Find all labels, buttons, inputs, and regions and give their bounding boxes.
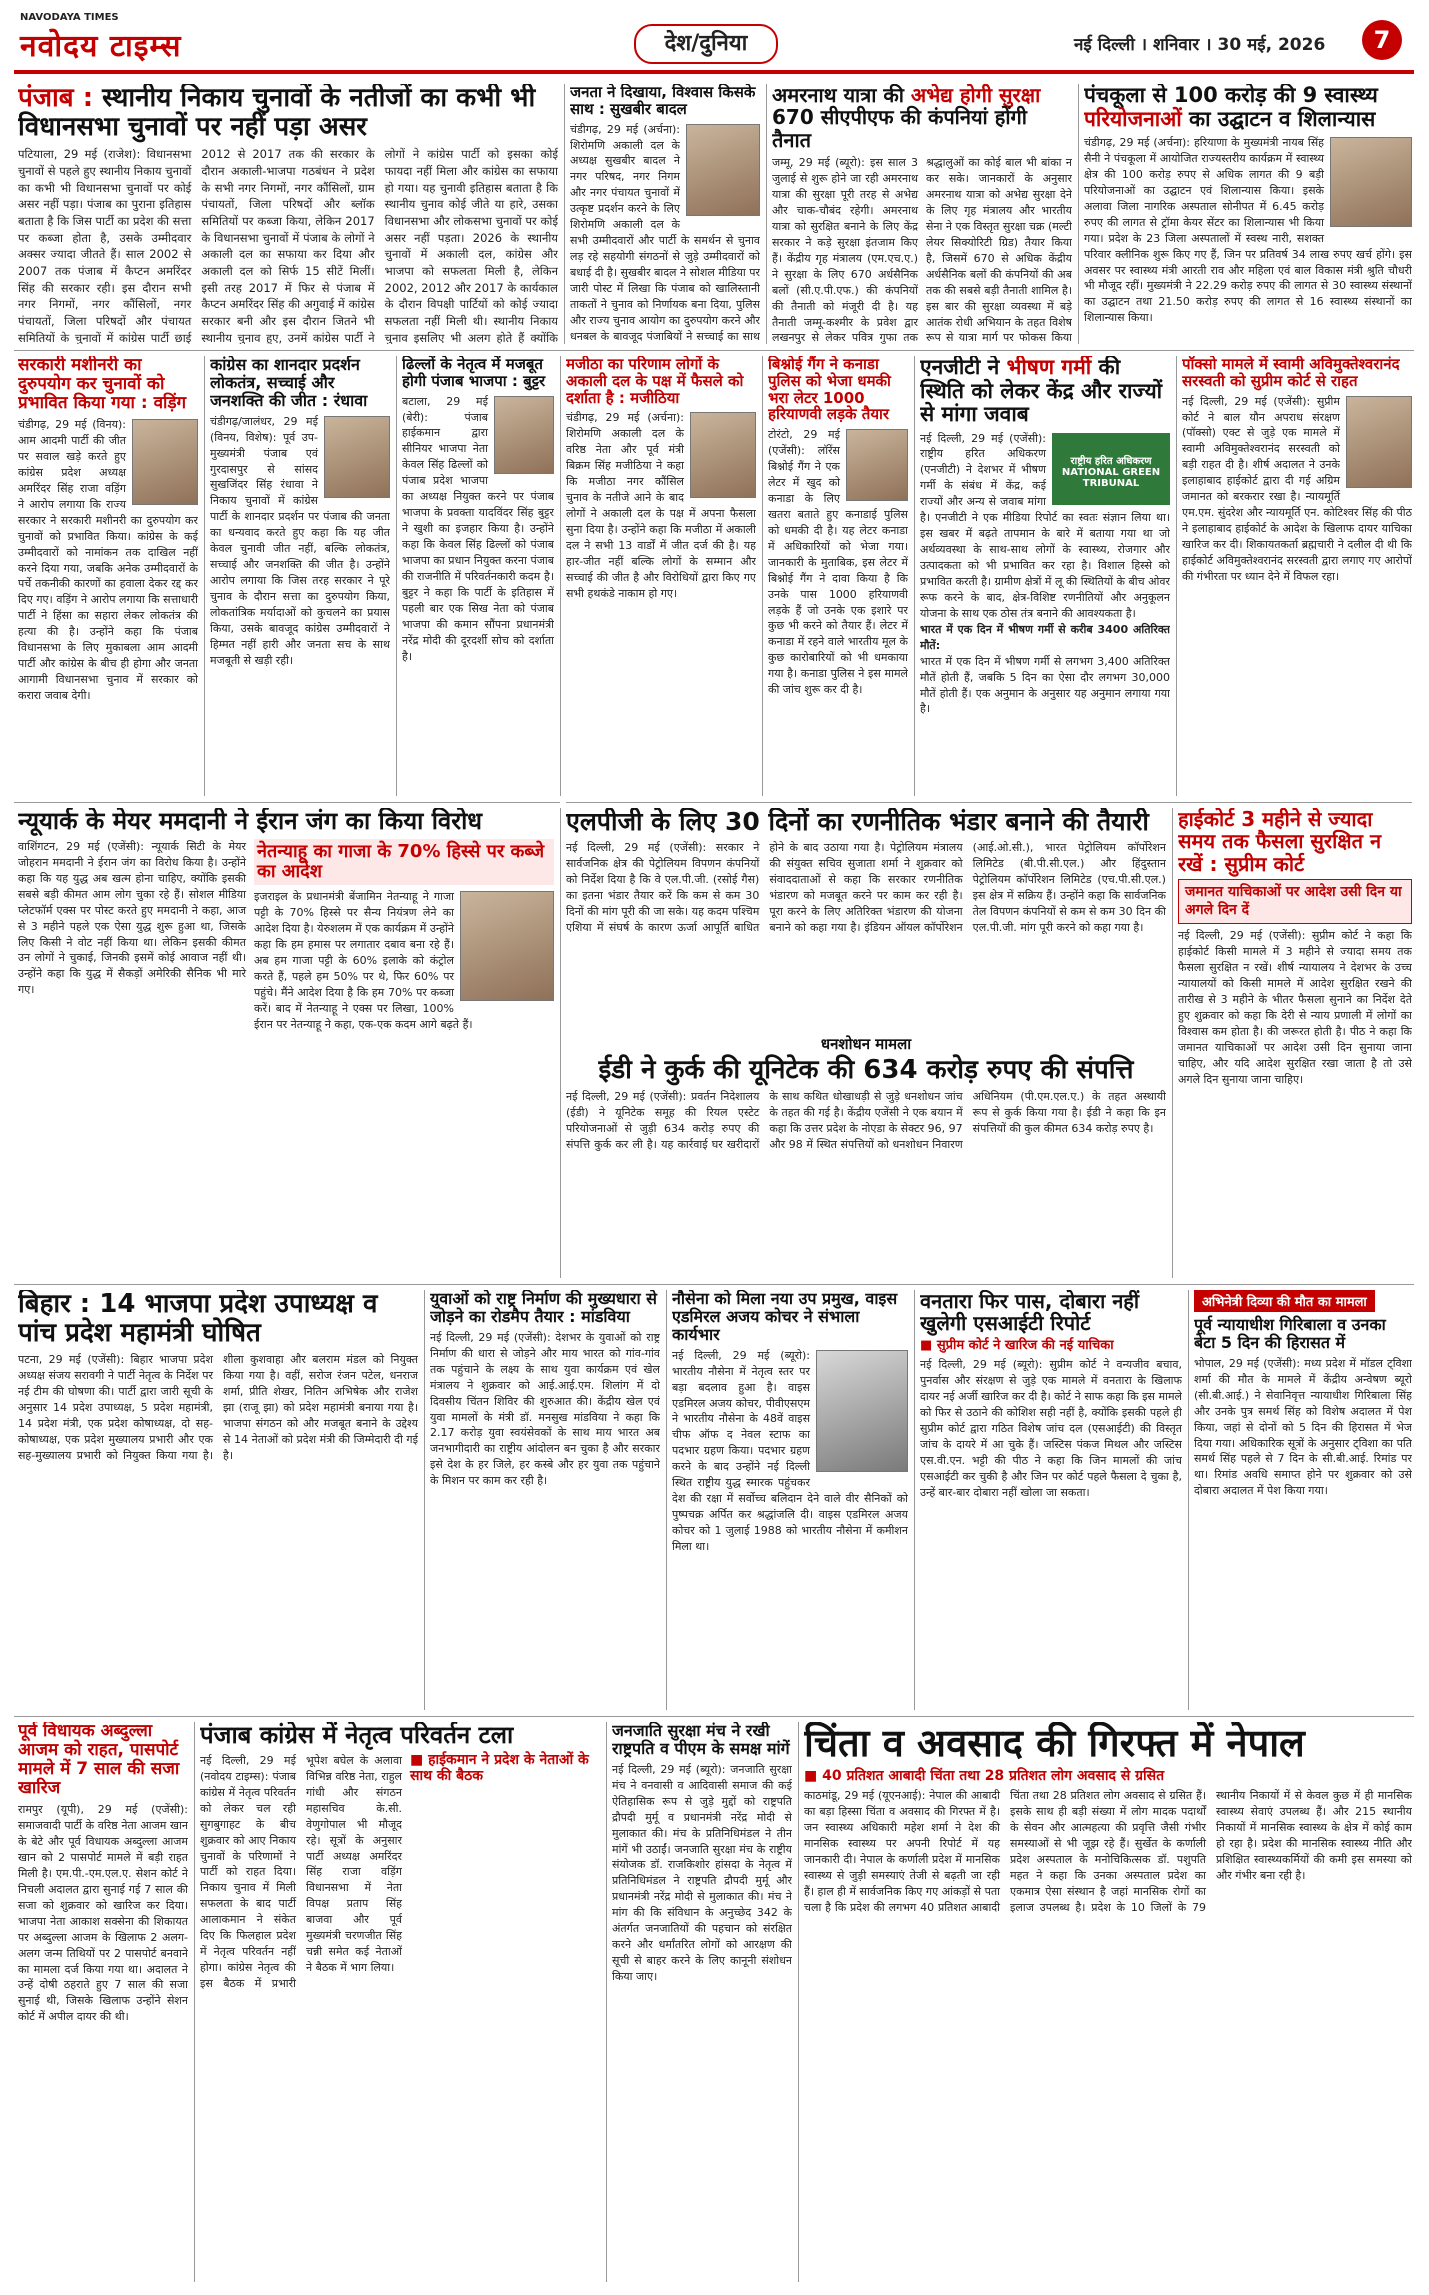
- masthead-rule: [14, 70, 1414, 74]
- article-mandaviya: [430, 1290, 660, 1710]
- portrait-photo: [816, 1350, 908, 1472]
- article-hc: [1178, 808, 1412, 1278]
- headline: [1084, 84, 1412, 131]
- headline: युवाओं को राष्ट्र निर्माण की मुख्यधारा से जोड़ने का रोडमैप तैयार : मांडविया: [430, 1290, 657, 1326]
- article-dhillon: [402, 356, 554, 796]
- headline-highlight: परियोजनाओं: [1084, 106, 1182, 131]
- column-rule: [1176, 356, 1177, 796]
- column-rule: [560, 356, 561, 796]
- article-body: नई दिल्ली, 29 मई (एजेंसी): राष्ट्रीय हरित अधिकरण (एनजीटी) ने देशभर में भीषण गर्मी के संबंध में केंद्र, कई राज्यों और अन्य से जवाब मांगा है। एनजीटी ने एक मीडिया रिपोर्ट का स्वतः संज्ञान लिया था। इस खबर में बढ़ते तापमान के बारे में बताया गया था जो अर्थव्यवस्था के साथ-साथ लोगों के स्वास्थ्य, रोजगार और उत्पादकता को भी प्रभावित कर रहा है। विशाल हिस्से को प्रभावित करती है। ग्रामीण क्षेत्रों में लू की स्थितियों के बीच ओवर रूफ करने के बाद, क्षेत्र-विशिष्ट रणनीतियों और अनुकूलन योजना के साथ एक ठोस तंत्र बनाने की आवश्यकता है।: [920, 431, 1170, 620]
- inset-quote: जमानत याचिकाओं पर आदेश उसी दिन या अगले दिन दें: [1178, 879, 1412, 924]
- column-rule: [606, 1722, 607, 2282]
- headline-text: स्थानीय निकाय चुनावों के नतीजों का कभी भी विधानसभा चुनावों पर नहीं पड़ा असर: [18, 84, 536, 143]
- headline: न्यूयार्क के मेयर ममदानी ने ईरान जंग का किया विरोध: [18, 808, 483, 835]
- article-navy: [672, 1290, 908, 1710]
- article-body: नई दिल्ली, 29 मई (एजेंसी): सुप्रीम कोर्ट ने कहा कि हाईकोर्ट किसी मामले में 3 महीने से ज्यादा समय तक फैसला सुरक्षित न रखें। शीर्ष न्यायालय ने देशभर के उच्च न्यायालयों को किसी मामले में आदेश सुरक्षित रखने की तारीख से 3 महीने के भीतर फैसला सुनाने का निर्देश देते हुए शुक्रवार को कहा कि देरी से न्याय प्रणाली में लोगों का विश्वास कम होता है। की जरूरत होती है। पीठ ने कहा कि जमानत याचिकाओं पर आदेश उसी दिन सुनाया जाना चाहिए, और यदि आदेश सुरक्षित रखा जाता है तो उसे अगले दिन सुनाया जाना चाहिए।: [1178, 929, 1412, 1086]
- article-body: नई दिल्ली, 29 मई (एजेंसी): देशभर के युवाओं को राष्ट्र निर्माण की धारा से जोड़ने और माय भारत को गांव-गांव तक पहुंचाने के लक्ष्य के साथ युवा कार्यक्रम एवं खेल मंत्रालय ने शुक्रवार को आई.आई.एम. शिलांग में दो दिवसीय चिंतन शिविर की शुरुआत की। केंद्रीय खेल एवं युवा मामलों के मंत्री डॉ. मनसुख मांडविया ने कहा कि 2.17 करोड़ युवा स्वयंसेवकों के साथ माय भारत अब जनभागीदारी का राष्ट्रीय आंदोलन बन चुका है और सरकार इसे देश के हर जिले, हर कस्बे और हर युवा तक पहुंचाने के मिशन पर काम कर रही है।: [430, 1330, 660, 1488]
- supra-heading: अभिनेत्री दिव्या की मौत का मामला: [1194, 1290, 1375, 1312]
- headline-kicker: पंजाब :: [18, 84, 94, 113]
- column-rule: [396, 356, 397, 796]
- article-badal: [570, 84, 760, 344]
- headline: मजीठा का परिणाम लोगों के अकाली दल के पक्ष में फैसले को दर्शाता है : मजीठिया: [566, 356, 744, 407]
- article-body: वाशिंगटन, 29 मई (एजेंसी): न्यूयार्क सिटी के मेयर जोहरान ममदानी ने ईरान जंग का विरोध किया है। उन्होंने कहा कि यह युद्ध अब खत्म होना चाहिए, क्योंकि इसकी सबसे बड़ी कीमत आम लोग चुका रहे हैं। सोशल मीडिया प्लेटफॉर्म एक्स पर पोस्ट करते हुए ममदानी ने कहा, आज से 3 महीने पहले एक ऐसा युद्ध शुरू हुआ था, जिसके लिए किसी ने वोट नहीं किया था। लेकिन इसकी कीमत उन लोगों ने चुकाई, जिनकी इसमें कोई आवाज नहीं थी। उन्होंने कहा कि युद्ध में सैकड़ों अमेरिकी सैनिक भी मारे गए।: [18, 839, 246, 997]
- article-body: नई दिल्ली, 29 मई (एजेंसी): सुप्रीम कोर्ट ने बाल यौन अपराध संरक्षण (पॉक्सो) एक्ट से जुड़े एक मामले में स्वामी अविमुक्तेश्वरानंद सरस्वती को बड़ी राहत दी है। शीर्ष अदालत ने उनके इलाहाबाद हाईकोर्ट द्वारा दी गई अग्रिम जमानत को बरकरार रखा है। न्यायमूर्ति एम.एम. सुंदरेश और न्यायमूर्ति एन. कोटिश्वर सिंह की पीठ ने इलाहाबाद हाईकोर्ट के आदेश के खिलाफ दायर याचिका खारिज कर दी। शिकायतकर्ता ब्रह्मचारी ने दलील दी थी कि हाईकोर्ट अविमुक्तेश्वरानंद सरस्वती द्वारा लगाए गए आरोपों की गंभीरता पर ध्यान देने में विफल रहा।: [1182, 394, 1412, 583]
- supra-heading: धनशोधन मामला: [820, 1035, 912, 1053]
- article-body: बटाला, 29 मई (बेरी): पंजाब हाईकमान द्वारा सीनियर भाजपा नेता केवल सिंह ढिल्लों को पंजाब प्रदेश भाजपा का अध्यक्ष नियुक्त करने पर पंजाब भाजपा के प्रवक्ता यादविंदर सिंह बुट्टर ने खुशी का इजहार किया है। उन्होंने कहा कि केवल सिंह ढिल्लों को पंजाब भाजपा का प्रधान नियुक्त करना पंजाब की राजनीति में परिवर्तनकारी कदम है। बुट्टर ने कहा कि पार्टी के इतिहास में पहली बार एक सिख नेता को पंजाब भाजपा की कमान सौंपना प्रधानमंत्री नरेंद्र मोदी की दूरदर्शी सोच को दर्शाता है।: [402, 394, 554, 663]
- stat-heading: भारत में एक दिन में भीषण गर्मी से करीब 3400 अतिरिक्त मौतें:: [920, 622, 1170, 652]
- article-body: नई दिल्ली, 29 मई (नवोदय टाइम्स): पंजाब कांग्रेस में नेतृत्व परिवर्तन को लेकर चल रही सुगबुगाहट के बीच शुक्रवार को आए निकाय चुनावों के परिणामों ने पार्टी को राहत दिया। निकाय चुनाव में मिली सफलता के बाद पार्टी आलाकमान ने संकेत दिए कि फिलहाल प्रदेश में नेतृत्व परिवर्तन नहीं होगा। कांग्रेस नेतृत्व की इस बैठक में प्रभारी भूपेश बघेल के अलावा विभिन्न वरिष्ठ नेता, राहुल गांधी और संगठन महासचिव के.सी. वेणुगोपाल भी मौजूद रहे। सूत्रों के अनुसार पार्टी अध्यक्ष अमरिंदर सिंह राजा वड़िंग विधानसभा में नेता विपक्ष प्रताप सिंह बाजवा और पूर्व मुख्यमंत्री चरणजीत सिंह चन्नी समेत कई नेताओं ने बैठक में भाग लिया।: [200, 1753, 402, 1990]
- article-body: भोपाल, 29 मई (एजेंसी): मध्य प्रदेश में मॉडल ट्विशा शर्मा की मौत के मामले में केंद्रीय अन्वेषण ब्यूरो (सी.बी.आई.) ने सेवानिवृत्त न्यायाधीश गिरिबाला सिंह और उनके पुत्र समर्थ सिंह को विशेष अदालत में पेश किया, जहां से दोनों को 5 दिन की हिरासत में भेज दिया गया। अधिकारिक सूत्रों के अनुसार ट्विशा का पति समर्थ सिंह पहले से 7 दिन के सी.बी.आई. रिमांड पर था। रिमांड अवधि समाप्त होने पर शुक्रवार को उसे दोबारा अदालत में पेश किया गया।: [1194, 1356, 1412, 1498]
- portrait-photo: [686, 124, 760, 216]
- article-randhawa: [210, 356, 390, 796]
- row-rule: [14, 350, 1414, 351]
- column-rule: [564, 84, 565, 344]
- column-rule: [424, 1290, 425, 1710]
- column-rule: [560, 808, 561, 1278]
- headline: ईडी ने कुर्क की यूनिटेक की 634 करोड़ रुपए की संपत्ति: [598, 1055, 1134, 1085]
- subheadline: ■ 40 प्रतिशत आबादी चिंता तथा 28 प्रतिशत लोग अवसाद से ग्रसित: [804, 1769, 1412, 1785]
- article-body: पटियाला, 29 मई (राजेश): विधानसभा चुनावों से पहले हुए स्थानीय निकाय चुनावों का कभी भी विधानसभा चुनावों पर कोई असर नहीं पड़ा। पंजाब का पुराना इतिहास बताता है कि जिस पार्टी का प्रदेश की सत्ता पर कब्जा होता है, उसके उम्मीदवार अक्सर ज्यादा जीतते हैं। साल 2002 से 2007 तक पंजाब में कैप्टन अमरिंदर सिंह की सरकार रही। इस दौरान सभी नगर निगमों, नगर कौंसिलों, नगर पंचायतों, जिला परिषदों और पंचायत समितियों के चुनावों में कांग्रेस पार्टी छाई 2012 से 2017 तक की सरकार के दौरान अकाली-भाजपा गठबंधन ने प्रदेश के सभी नगर निगमों, नगर कौंसिलों, ग्राम पंचायतों, जिला परिषदों और ब्लॉक समितियों पर कब्जा किया, लेकिन 2017 के विधानसभा चुनावों में पंजाब के लोगों ने अकाली दल का सफाया कर दिया और अकाली दल को सिर्फ 15 सीटें मिलीं। इसी तरह 2017 में फिर से पंजाब में कैप्टन अमरिंदर सिंह की अगुवाई में कांग्रेस सरकार बनी और इस दौरान जितने भी स्थानीय चुनाव हुए, उनमें कांग्रेस पार्टी ने लोगों ने कांग्रेस पार्टी को इसका कोई फायदा नहीं मिला और कांग्रेस का सफाया हो गया। यह चुनावी इतिहास बताता है कि स्थानीय चुनाव कोई जीते या हारे, उसका विधानसभा और लोकसभा चुनावों पर कोई असर नहीं पड़ता। 2026 के स्थानीय चुनावों में अकाली दल, कांग्रेस और भाजपा को सफलता मिली है, लेकिन 2002, 2012 और 2017 के कार्यकाल के दौरान विपक्षी पार्टियों को कोई ज्यादा सफलता नहीं मिली थी। स्थानीय निकाय चुनाव इसलिए भी अलग होते हैं क्योंकि: [18, 147, 558, 344]
- headline: चिंता व अवसाद की गिरफ्त में नेपाल: [804, 1722, 1305, 1765]
- row-rule: [566, 802, 1412, 803]
- headline: जनजाति सुरक्षा मंच ने रखी राष्ट्रपति व पीएम के समक्ष मांगें: [612, 1722, 790, 1758]
- headline: नौसेना को मिला नया उप प्रमुख, वाइस एडमिरल अजय कोचर ने संभाला कार्यभार: [672, 1290, 898, 1344]
- article-nepal: [804, 1722, 1412, 2282]
- headline-highlight: अभेद्य होगी सुरक्षा: [910, 84, 1041, 107]
- column-rule: [204, 356, 205, 796]
- article-warring: [18, 356, 198, 796]
- headline: [18, 84, 558, 142]
- column-rule: [766, 84, 767, 344]
- headline-part: पंचकूला से 100 करोड़ की 9 स्वास्थ्य: [1084, 84, 1378, 107]
- article-ed: [566, 1034, 1166, 1278]
- row-rule: [14, 1716, 1414, 1717]
- headline: सरकारी मशीनरी का दुरुपयोग कर चुनावों को प्रभावित किया गया : वड़िंग: [18, 356, 187, 414]
- netanyahu-box: [254, 839, 554, 1033]
- column-rule: [1188, 1290, 1189, 1710]
- article-body: काठमांडू, 29 मई (यूएनआई): नेपाल की आबादी का बड़ा हिस्सा चिंता व अवसाद की गिरफ्त में है। जन स्वास्थ्य अधिकारी महेश शर्मा ने देश की मानसिक स्वास्थ्य पर अपनी रिपोर्ट में यह जानकारी दी। नेपाल के कर्णाली प्रदेश में मानसिक स्वास्थ्य से जुड़ी समस्याएं तेजी से बढ़ती जा रही हैं। हाल ही में सार्वजनिक किए गए आंकड़ों से पता चला है कि प्रदेश की लगभग 40 प्रतिशत आबादी चिंता तथा 28 प्रतिशत लोग अवसाद से ग्रसित हैं। इसके साथ ही बड़ी संख्या में लोग मादक पदार्थों के सेवन और आत्महत्या की प्रवृत्ति जैसी गंभीर समस्याओं से भी जूझ रहे हैं। सुर्खेत के कर्णाली प्रदेश अस्पताल के मनोचिकित्सक डॉ. पशुपति महत ने कहा कि उनका अस्पताल प्रदेश का एकमात्र ऐसा संस्थान है जहां मानसिक रोगों का इलाज उपलब्ध है। प्रदेश के 10 जिलों के 79 स्थानीय निकायों में से केवल कुछ में ही मानसिक स्वास्थ्य सेवाएं उपलब्ध हैं। और 215 स्थानीय निकायों में मानसिक स्वास्थ्य के क्षेत्र में कोई काम हो रहा है। प्रदेश की मानसिक स्वास्थ्य नीति और प्रशिक्षित स्वास्थ्यकर्मियों की कमी इस समस्या को और गंभीर बना रही है।: [804, 1789, 1412, 1914]
- headline: पंजाब कांग्रेस में नेतृत्व परिवर्तन टला: [200, 1722, 514, 1749]
- headline-part: एनजीटी ने: [920, 356, 1007, 379]
- headline-part: का उद्घाटन व शिलान्यास: [1181, 106, 1376, 131]
- headline: पूर्व विधायक अब्दुल्ला आजम को राहत, पासपोर्ट मामले में 7 साल की सजा खारिज: [18, 1722, 180, 1799]
- article-body: चंडीगढ़, 29 मई (अर्चना): शिरोमणि अकाली दल के वरिष्ठ नेता और पूर्व मंत्री बिक्रम सिंह मजीठिया ने कहा कि मजीठा नगर कौंसिल चुनाव के नतीजे आने के बाद लोगों ने अकाली दल के पक्ष में अपना फैसला सुना दिया है। उन्होंने कहा कि मजीठा में अकाली दल ने सभी 13 वार्डों में जीत दर्ज की है। यह हार-जीत नहीं बल्कि लोगों के सम्मान और सच्चाई की जीत है और विरोधियों द्वारा किए गए सभी हथकंडे नाकाम हो गए।: [566, 411, 756, 600]
- newspaper-page: [14, 10, 1414, 2285]
- headline: [772, 84, 1072, 151]
- headline-part: की स्थिति को लेकर केंद्र और राज्यों से मांगा जवाब: [920, 356, 1163, 427]
- ngt-signboard-photo: राष्ट्रीय हरित अधिकरण NATIONAL GREEN TRIBUNAL: [1052, 433, 1170, 505]
- headline: जनता ने दिखाया, विश्वास किसके साथ : सुखबीर बादल: [570, 84, 756, 118]
- row-rule: [14, 802, 560, 803]
- article-pocso: [1182, 356, 1412, 796]
- article-giribala: [1194, 1290, 1412, 1710]
- masthead: [14, 10, 1414, 70]
- article-body: रामपुर (यूपी), 29 मई (एजेंसी): समाजवादी पार्टी के वरिष्ठ नेता आजम खान के बेटे और पूर्व विधायक अब्दुल्ला आजम खान को 2 पासपोर्ट मामले में बड़ी राहत मिली है। एम.पी.-एम.एल.ए. सेशन कोर्ट ने निचली अदालत द्वारा सुनाई गई 7 साल की सजा को शुक्रवार को खारिज कर दिया। भाजपा नेता आकाश सक्सेना की शिकायत पर अब्दुल्ला आजम के खिलाफ 2 अलग-अलग जन्म तिथियों पर 2 पासपोर्ट बनवाने का मामला दर्ज किया गया था। अदालत ने उन्हें दोषी ठहराते हुए 7 साल की सजा सुनाई थी, जिसके खिलाफ उन्होंने सेशन कोर्ट में अपील दायर की थी।: [18, 1803, 188, 2024]
- article-majithia: [566, 356, 756, 796]
- column-rule: [914, 356, 915, 796]
- headline-part: अमरनाथ यात्रा की: [772, 84, 911, 107]
- article-ngt: [920, 356, 1170, 796]
- article-punjab: [18, 84, 558, 344]
- box-headline: नेतन्याहू का गाजा के 70% हिस्से पर कब्जे का आदेश: [254, 839, 554, 885]
- page-number: 7: [1362, 20, 1402, 60]
- portrait-photo: [846, 429, 908, 501]
- headline: ढिल्लों के नेतृत्व में मजबूत होगी पंजाब भाजपा : बुट्टर: [402, 356, 546, 390]
- column-rule: [1172, 808, 1173, 1278]
- headline: वनतारा फिर पास, दोबारा नहीं खुलेगी एसआईटी रिपोर्ट: [920, 1290, 1140, 1336]
- dateline: नई दिल्ली । शनिवार । 30 मई, 2026: [1074, 35, 1326, 55]
- box-body: इजराइल के प्रधानमंत्री बेंजामिन नेतन्याहू ने गाजा पट्टी के 70% हिस्से पर सैन्य नियंत्रण लेने का आदेश दिया है। येरुशलम में एक कार्यक्रम में उन्होंने कहा कि हम हमास पर लगातार दबाव बना रहे हैं। अब हम गाजा पट्टी के 60% इलाके को कंट्रोल करते हैं, पहले हम 50% पर थे, फिर 60% पर पहुंचे। मैंने आदेश दिया है कि हम 70% पर कब्जा करें। बाद में नेतन्याहू ने एक्स पर लिखा, 100% ईरान पर नेतन्याहू ने कहा, एक-एक कदम आगे बढ़ते हैं।: [254, 890, 473, 1031]
- headline: पूर्व न्यायाधीश गिरिबाला व उनका बेटा 5 दिन की हिरासत में: [1194, 1315, 1386, 1352]
- article-lpg: [566, 808, 1166, 1028]
- headline: बिहार : 14 भाजपा प्रदेश उपाध्यक्ष व पांच प्रदेश महामंत्री घोषित: [18, 1290, 378, 1349]
- column-rule: [194, 1722, 195, 2282]
- article-body: नई दिल्ली, 29 मई (एजेंसी): प्रवर्तन निदेशालय (ईडी) ने यूनिटेक समूह की रियल एस्टेट परियोजनाओं से जुड़ी 634 करोड़ रुपए की संपत्ति कुर्क कर ली है। यह कार्रवाई घर खरीदारों के साथ कथित धोखाधड़ी से जुड़े धनशोधन जांच के तहत की गई है। केंद्रीय एजेंसी ने एक बयान में कहा कि उत्तर प्रदेश के नोएडा के सेक्टर 96, 97 और 98 में स्थित संपत्तियों को धनशोधन निवारण अधिनियम (पी.एम.एल.ए.) के तहत अस्थायी रूप से कुर्क किया गया है। ईडी ने कहा कि इन संपत्तियों की कुल कीमत 634 करोड़ रुपए है।: [566, 1090, 1166, 1151]
- column-rule: [762, 356, 763, 796]
- subheadline: ■ सुप्रीम कोर्ट ने खारिज की नई याचिका: [920, 1339, 1182, 1354]
- article-mamdani: [18, 808, 554, 1278]
- headline: [920, 356, 1170, 427]
- portrait-photo: [324, 416, 390, 498]
- article-body: नई दिल्ली, 29 मई (एजेंसी): सरकार ने सार्वजनिक क्षेत्र की पेट्रोलियम विपणन कंपनियों को निर्देश दिया है कि वे एल.पी.जी. (रसोई गैस) का इतना भंडार तैयार करें कि कम से कम 30 दिनों की मांग पूरी की जा सके। यह कदम पश्चिम एशिया में संघर्ष के कारण ऊर्जा आपूर्ति बाधित होने के बाद उठाया गया है। पेट्रोलियम मंत्रालय की संयुक्त सचिव सुजाता शर्मा ने शुक्रवार को संवाददाताओं से कहा कि सरकार रणनीतिक भंडारण को मजबूत करने पर काम कर रही है। पूरा करने के लिए अतिरिक्त भंडारण की योजना बनाने को कहा गया है। इंडियन ऑयल कॉर्पोरेशन (आई.ओ.सी.), भारत पेट्रोलियम कॉर्पोरेशन लिमिटेड (बी.पी.सी.एल.) और हिंदुस्तान पेट्रोलियम कॉर्पोरेशन लिमिटेड (एच.पी.सी.एल.) इस क्षेत्र में सक्रिय हैं। उन्होंने कहा कि सार्वजनिक तेल विपणन कंपनियों से कम से कम 30 दिन की एल.पी.जी. मांग पूरी करने को कहा गया है।: [566, 841, 1166, 934]
- article-janjati: [612, 1722, 792, 2282]
- article-body: जम्मू, 29 मई (ब्यूरो): इस साल 3 जुलाई से शुरू होने जा रही अमरनाथ यात्रा की सुरक्षा पूरी तरह से अभेद्य और चाक-चौबंद रहेगी। अमरनाथ यात्रा को सुरक्षित बनाने के लिए केंद्र सरकार ने कड़े सुरक्षा इंतजाम किए हैं। केंद्रीय गृह मंत्रालय (एम.एच.ए.) ने सुरक्षा के लिए 670 अर्धसैनिक बलों (सी.ए.पी.एफ.) की कंपनियों की तैनाती को मंजूरी दी है। यह तैनाती जम्मू-कश्मीर के प्रवेश द्वार लखनपुर से लेकर पवित्र गुफा तक श्रद्धालुओं का कोई बाल भी बांका न कर सके। जानकारों के अनुसार अमरनाथ यात्रा को अभेद्य सुरक्षा देने के लिए गृह मंत्रालय और भारतीय सेना ने एक विस्तृत सुरक्षा चक्र (मल्टी लेयर सिक्योरिटी ग्रिड) तैयार किया है, जिसमें 670 से अधिक केंद्रीय अर्धसैनिक बलों की कंपनियों की अब तक की सबसे बड़ी तैनाती शामिल है। इस बार की सुरक्षा व्यवस्था में बड़े आतंक रोधी अभियान के तहत विशेष रूप से यात्रा मार्ग पर फोकस किया: [772, 156, 1072, 344]
- article-bishnoi: [768, 356, 908, 796]
- article-vantara: [920, 1290, 1182, 1710]
- article-body: नई दिल्ली, 29 मई (ब्यूरो): जनजाति सुरक्षा मंच ने वनवासी व आदिवासी समाज की कई ऐतिहासिक रूप से जुड़े मुद्दों को राष्ट्रपति द्रौपदी मुर्मू व प्रधानमंत्री नरेंद्र मोदी से मुलाकात की। मंच के प्रतिनिधिमंडल ने तीन मांगें भी उठाईं। जनजाति सुरक्षा मंच के राष्ट्रीय संयोजक डॉ. राजकिशोर हांसदा के नेतृत्व में प्रतिनिधिमंडल ने राष्ट्रपति द्रौपदी मुर्मू और प्रधानमंत्री नरेंद्र मोदी से मुलाकात की। मंच ने मांग की कि संविधान के अनुच्छेद 342 के अंतर्गत जनजातियों की पहचान को संरक्षित करने और धर्मांतरित लोगों को आरक्षण की सूची से बाहर करने के लिए कानूनी संशोधन किया जाए।: [612, 1762, 792, 1983]
- article-body: पटना, 29 मई (एजेंसी): बिहार भाजपा प्रदेश अध्यक्ष संजय सरावगी ने पार्टी नेतृत्व के निर्देश पर नई टीम की घोषणा की। पार्टी द्वारा जारी सूची के अनुसार 14 प्रदेश उपाध्यक्ष, 5 प्रदेश महामंत्री, 14 प्रदेश मंत्री, एक प्रदेश कोषाध्यक्ष, दो सह-कोषाध्यक्ष, एक प्रदेश मुख्यालय प्रभारी और एक सह-मुख्यालय प्रभारी को नियुक्त किया गया है। शीला कुशवाहा और बलराम मंडल को नियुक्त किया गया है। वहीं, सरोज रंजन पटेल, धनराज शर्मा, प्रीति शेखर, नितिन अभिषेक और राजेश झा (राजू झा) को प्रदेश महामंत्री बनाया गया है। भाजपा संगठन को और मजबूत बनाने के उद्देश्य से 14 नेताओं को प्रदेश मंत्री की जिम्मेदारी दी गई है।: [18, 1353, 418, 1462]
- column-rule: [914, 1290, 915, 1710]
- article-pcc: [200, 1722, 600, 2282]
- headline: हाईकोर्ट 3 महीने से ज्यादा समय तक फैसला सुरक्षित न रखें : सुप्रीम कोर्ट: [1178, 808, 1382, 876]
- headline: पॉक्सो मामले में स्वामी अविमुक्तेश्वरानंद सरस्वती को सुप्रीम कोर्ट से राहत: [1182, 356, 1400, 390]
- headline: कांग्रेस का शानदार प्रदर्शन लोकतंत्र, सच्चाई और जनशक्ति की जीत : रंधावा: [210, 356, 368, 410]
- headline-part: 670 सीएपीएफ की कंपनियां होंगी तैनात: [772, 105, 1027, 152]
- portrait-photo: [460, 891, 554, 1001]
- headline: एलपीजी के लिए 30 दिनों का रणनीतिक भंडार बनाने की तैयारी: [566, 808, 1149, 836]
- row-rule: [14, 1284, 1414, 1285]
- portrait-photo: [690, 412, 756, 498]
- newspaper-logo: नवोदय टाइम्स: [20, 29, 182, 64]
- article-azam: [18, 1722, 188, 2282]
- masthead-sub: NAVODAYA TIMES: [20, 12, 119, 23]
- article-body: चंडीगढ़, 29 मई (अर्चना): शिरोमणि अकाली दल के अध्यक्ष सुखबीर बादल ने नगर परिषद, नगर निगम और नगर पंचायत चुनावों में उत्कृष्ट प्रदर्शन करने के लिए शिरोमणि अकाली दल के सभी उम्मीदवारों और पार्टी के समर्थन से चुनाव लड़ रहे सहयोगी संगठनों से जुड़े उम्मीदवारों को बधाई दी है। सुखबीर बादल ने सोशल मीडिया पर जारी पोस्ट में लिखा कि पंजाब को खालिस्तानी ताकतों ने चुनाव को निर्णायक बना दिया, पुलिस और राज्य चुनाव आयोग का दुरुपयोग करने और धनबल के बावजूद पंजाबियों ने सच्चाई का साथ: [570, 122, 760, 343]
- subheadline: ■ हाईकमान ने प्रदेश के नेताओं के साथ की बैठक: [410, 1753, 600, 1784]
- column-rule: [1078, 84, 1079, 344]
- article-amarnath: [772, 84, 1072, 344]
- portrait-photo: [1330, 137, 1412, 227]
- article-body: चंडीगढ़/जालंधर, 29 मई (विनय, विशेष): पूर्व उप-मुख्यमंत्री पंजाब एवं गुरदासपुर से सांसद सुखजिंदर सिंह रंधावा ने निकाय चुनावों में कांग्रेस पार्टी के शानदार प्रदर्शन पर पंजाब की जनता का धन्यवाद करते हुए कहा कि यह जीत केवल चुनावी जीत नहीं, बल्कि लोकतंत्र, सच्चाई और जनशक्ति की जीत है। उन्होंने आरोप लगाया कि जिस तरह सरकार ने पूरे चुनाव के दौरान सत्ता का दुरुपयोग किया, लोकतांत्रिक मर्यादाओं को कुचलने का प्रयास किया, उसके बावजूद कांग्रेस उम्मीदवारों ने हिम्मत नहीं हारी और जनता सच के साथ मजबूती से खड़ी रही।: [210, 414, 390, 667]
- portrait-photo: [494, 396, 554, 474]
- article-body: नई दिल्ली, 29 मई (ब्यूरो): भारतीय नौसेना में नेतृत्व स्तर पर बड़ा बदलाव हुआ है। वाइस एडमिरल अजय कोचर, पीवीएसएम ने भारतीय नौसेना के 48वें वाइस चीफ ऑफ द नेवल स्टाफ का पदभार ग्रहण किया। पदभार ग्रहण करने के बाद उन्होंने नई दिल्ली स्थित राष्ट्रीय युद्ध स्मारक पहुंचकर देश की रक्षा में सर्वोच्च बलिदान देने वाले वीर सैनिकों को पुष्पचक्र अर्पित कर श्रद्धांजलि दी। वाइस एडमिरल अजय कोचर को 1 जुलाई 1988 को भारतीय नौसेना में कमीशन मिला था।: [672, 1348, 908, 1553]
- article-panchkula: [1084, 84, 1412, 344]
- article-bihar: [18, 1290, 418, 1710]
- portrait-photo: [1346, 396, 1412, 488]
- article-body: चंडीगढ़, 29 मई (विनय): आम आदमी पार्टी की जीत पर सवाल खड़े करते हुए कांग्रेस प्रदेश अध्यक्ष अमरिंदर सिंह राजा वड़िंग ने आरोप लगाया कि राज्य सरकार ने सरकारी मशीनरी का दुरुपयोग कर चुनावों को प्रभावित किया। कांग्रेस के कई उम्मीदवारों को नामांकन तक दाखिल नहीं करने दिया गया, जबकि अनेक उम्मीदवारों के पर्चे तकनीकी कारणों का हवाला देकर रद्द कर दिए गए। वड़िंग ने आरोप लगाया कि सत्ताधारी पार्टी ने हिंसा का सहारा लेकर लोकतंत्र की हत्या की है। उन्होंने कहा कि पंजाब विधानसभा के लिए मुकाबला आम आदमी पार्टी और कांग्रेस के बीच ही होगा और जनता आगामी विधानसभा चुनाव में सरकार को करारा जवाब देगी।: [18, 418, 198, 703]
- article-body: टोरंटो, 29 मई (एजेंसी): लॉरेंस बिश्नोई गैंग ने एक लेटर में खुद को कनाडा के लिए खतरा बताते हुए कनाडाई पुलिस को धमकी दी है। यह लेटर कनाडा में अधिकारियों को भेजा गया। जानकारी के मुताबिक, इस लेटर में बिश्नोई गैंग ने दावा किया है कि उनके पास 1000 हरियाणवी लड़के हैं जो उनके एक इशारे पर कुछ भी करने को तैयार हैं। लेटर में कनाडा में रहने वाले भारतीय मूल के कुछ कारोबारियों को भी धमकाया गया है। कनाडा पुलिस ने इस मामले की जांच शुरू कर दी है।: [768, 428, 908, 697]
- headline: बिश्नोई गैंग ने कनाडा पुलिस को भेजा धमकी भरा लेटर 1000 हरियाणवी लड़के तैयार: [768, 356, 891, 424]
- column-rule: [798, 1722, 799, 2282]
- portrait-photo: [132, 419, 198, 505]
- stat-body: भारत में एक दिन में भीषण गर्मी से लगभग 3,400 अतिरिक्त मौतें होती हैं, जबकि 5 दिन का ऐसा दौर लगभग 30,000 मौतें होती हैं। एक अनुमान के अनुसार यह अनुमान लगाया गया है।: [920, 654, 1170, 716]
- section-label: देश/दुनिया: [634, 24, 778, 64]
- article-body: नई दिल्ली, 29 मई (ब्यूरो): सुप्रीम कोर्ट ने वन्यजीव बचाव, पुनर्वास और संरक्षण से जुड़े एक मामले में वनतारा के खिलाफ दायर नई अर्जी खारिज कर दी है। कोर्ट ने साफ कहा कि इस मामले को फिर से उठाने की कोशिश सही नहीं है, क्योंकि इसकी पहले ही सुप्रीम कोर्ट द्वारा गठित विशेष जांच दल (एसआईटी) की विस्तृत जांच के दायरे में आ चुके हैं। जस्टिस पंकज मिथल और जस्टिस एस.वी.एन. भट्टी की पीठ ने कहा कि जिन मामलों की जांच एसआईटी कर चुकी है और जिन पर कोर्ट पहले फैसला दे चुका है, उन्हें बार-बार दोबारा नहीं खोला जा सकता।: [920, 1358, 1182, 1499]
- headline-highlight: भीषण गर्मी: [1006, 356, 1092, 379]
- article-body: चंडीगढ़, 29 मई (अर्चना): हरियाणा के मुख्यमंत्री नायब सिंह सैनी ने पंचकूला में आयोजित राज्यस्तरीय कार्यक्रम में स्वास्थ्य क्षेत्र की 100 करोड़ रुपए से अधिक लागत की 9 बड़ी परियोजनाओं का उद्घाटन एवं शिलान्यास किया। इसके अलावा जिला नागरिक अस्पताल सोनीपत में 6.45 करोड़ रुपए की लागत से ट्रॉमा केयर सेंटर का शिलान्यास भी किया गया। प्रदेश के 23 जिला अस्पतालों में स्वस्थ नारी, सशक्त परिवार क्लीनिक शुरू किए गए हैं, जिन पर प्रतिवर्ष 34 लाख रुपए खर्च होंगे। इस अवसर पर स्वास्थ्य मंत्री आरती राव और महिला एवं बाल विकास मंत्री श्रुति चौधरी भी मौजूद रहीं। मुख्यमंत्री ने 22.29 करोड़ रुपए की लागत से 30 स्वास्थ्य संस्थानों का उद्घाटन तथा 21.50 करोड़ रुपए की लागत से 16 स्वास्थ्य संस्थानों का शिलान्यास किया।: [1084, 136, 1412, 325]
- column-rule: [666, 1290, 667, 1710]
